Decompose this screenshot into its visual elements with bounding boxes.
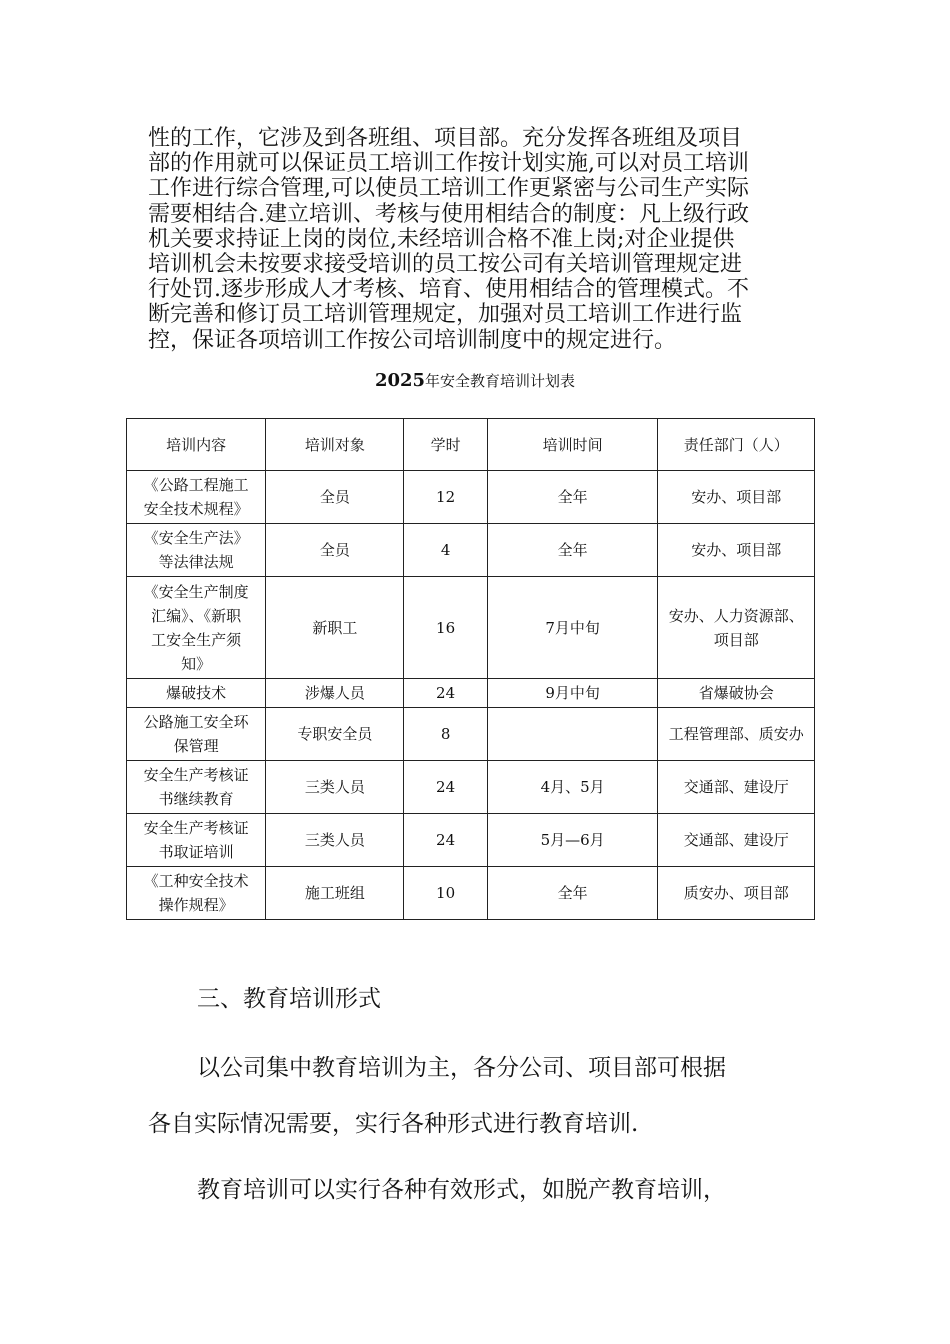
cell-audience: 全员 <box>266 471 404 524</box>
cell-time: 9月中旬 <box>487 679 658 708</box>
cell-audience: 三类人员 <box>266 814 404 867</box>
cell-line: 《安全生产法》 <box>143 529 249 547</box>
cell-line: 保管理 <box>173 737 219 755</box>
table-row <box>127 524 815 577</box>
table-row <box>127 577 815 679</box>
cell-line: 工安全生产须 <box>151 630 242 649</box>
cell-dept <box>658 679 815 708</box>
cell-content <box>127 471 266 524</box>
cell-content <box>127 708 266 761</box>
cell-line: 《公路工程施工 <box>143 476 249 494</box>
cell-line: 质安办、项目部 <box>683 884 789 902</box>
cell-line: 书取证培训 <box>158 843 234 861</box>
cell-line: 安全生产考核证 <box>143 819 249 837</box>
cell-hours: 24 <box>404 679 487 708</box>
cell-line: 安办、人力资源部、 <box>668 606 804 625</box>
cell-audience: 施工班组 <box>266 867 404 920</box>
cell-dept <box>658 524 815 577</box>
cell-time <box>487 708 658 761</box>
cell-hours: 4 <box>404 524 487 577</box>
header-audience: 培训对象 <box>266 419 404 471</box>
cell-line: 交通部、建设厅 <box>683 831 789 849</box>
table-row <box>127 708 815 761</box>
cell-hours: 24 <box>404 814 487 867</box>
cell-line: 工程管理部、质安办 <box>668 725 804 743</box>
cell-line: 省爆破协会 <box>698 684 774 702</box>
cell-line: 操作规程》 <box>158 896 234 914</box>
header-content: 培训内容 <box>127 419 266 471</box>
cell-line: 安办、项目部 <box>691 541 782 559</box>
paragraph-line: 工作进行综合管理,可以使员工培训工作更紧密与公司生产实际 <box>148 176 749 202</box>
table-row <box>127 471 815 524</box>
cell-time: 4月、5月 <box>487 761 658 814</box>
cell-line: 项目部 <box>713 630 759 649</box>
training-plan-table <box>126 418 815 920</box>
cell-time: 全年 <box>487 867 658 920</box>
header-dept: 责任部门（人） <box>658 419 815 471</box>
cell-line: 汇编》、《新职 <box>151 606 242 625</box>
cell-audience: 新职工 <box>266 577 404 679</box>
cell-time: 全年 <box>487 524 658 577</box>
cell-hours: 10 <box>404 867 487 920</box>
cell-hours: 16 <box>404 577 487 679</box>
cell-line: 书继续教育 <box>158 790 234 808</box>
cell-content <box>127 761 266 814</box>
cell-content <box>127 577 266 679</box>
cell-line: 知》 <box>181 654 212 673</box>
cell-line: 《工种安全技术 <box>143 872 249 890</box>
table-row <box>127 814 815 867</box>
cell-content <box>127 814 266 867</box>
caption-year: 2025 <box>374 370 426 391</box>
paragraph-line: 教育培训可以实行各种有效形式，如脱产教育培训， <box>197 1177 726 1203</box>
cell-line: 《安全生产制度 <box>143 582 249 601</box>
cell-audience: 涉爆人员 <box>266 679 404 708</box>
cell-content <box>127 679 266 708</box>
paragraph-line: 培训机会未按要求接受培训的员工按公司有关培训管理规定进 <box>148 252 743 278</box>
cell-line: 安办、项目部 <box>691 488 782 506</box>
cell-dept <box>658 708 815 761</box>
paragraph-line: 需要相结合.建立培训、考核与使用相结合的制度：凡上级行政 <box>148 201 749 227</box>
cell-time: 5月—6月 <box>487 814 658 867</box>
cell-content <box>127 524 266 577</box>
table-row <box>127 679 815 708</box>
cell-dept <box>658 577 815 679</box>
table-row <box>127 761 815 814</box>
cell-line: 公路施工安全环 <box>143 713 249 731</box>
paragraph-line: 各自实际情况需要，实行各种形式进行教育培训. <box>148 1111 639 1137</box>
section-heading: 三、教育培训形式 <box>197 986 381 1012</box>
paragraph-line: 机关要求持证上岗的岗位,未经培训合格不准上岗;对企业提供 <box>148 226 735 252</box>
table-header-row <box>127 419 815 471</box>
forms-paragraph <box>148 1162 808 1218</box>
cell-audience: 三类人员 <box>266 761 404 814</box>
cell-audience: 专职安全员 <box>266 708 404 761</box>
cell-line: 爆破技术 <box>166 684 227 702</box>
cell-content <box>127 867 266 920</box>
paragraph-line: 以公司集中教育培训为主，各分公司、项目部可根据 <box>197 1055 726 1081</box>
paragraph-line: 部的作用就可以保证员工培训工作按计划实施,可以对员工培训 <box>148 151 749 177</box>
paragraph-line: 性的工作，它涉及到各班组、项目部。充分发挥各班组及项目 <box>148 126 743 151</box>
cell-line: 安全技术规程》 <box>143 500 249 518</box>
paragraph-line: 断完善和修订员工培训管理规定，加强对员工培训工作进行监 <box>148 302 743 328</box>
cell-dept <box>658 761 815 814</box>
cell-hours: 8 <box>404 708 487 761</box>
cell-dept <box>658 867 815 920</box>
cell-line: 安全生产考核证 <box>143 766 249 784</box>
table-row <box>127 867 815 920</box>
cell-hours: 24 <box>404 761 487 814</box>
header-hours: 学时 <box>404 419 487 471</box>
paragraph-line: 控，保证各项培训工作按公司培训制度中的规定进行。 <box>148 327 677 353</box>
cell-dept <box>658 814 815 867</box>
method-paragraph <box>148 1040 808 1152</box>
header-time: 培训时间 <box>487 419 658 471</box>
cell-line: 交通部、建设厅 <box>683 778 789 796</box>
cell-audience: 全员 <box>266 524 404 577</box>
paragraph-line: 行处罚.逐步形成人才考核、培育、使用相结合的管理模式。不 <box>148 277 749 303</box>
intro-paragraph <box>148 126 808 353</box>
cell-dept <box>658 471 815 524</box>
table-caption <box>0 370 950 391</box>
cell-hours: 12 <box>404 471 487 524</box>
table-body <box>127 419 815 920</box>
caption-title: 年安全教育培训计划表 <box>425 372 576 390</box>
cell-time: 全年 <box>487 471 658 524</box>
cell-line: 等法律法规 <box>158 553 234 571</box>
cell-time: 7月中旬 <box>487 577 658 679</box>
